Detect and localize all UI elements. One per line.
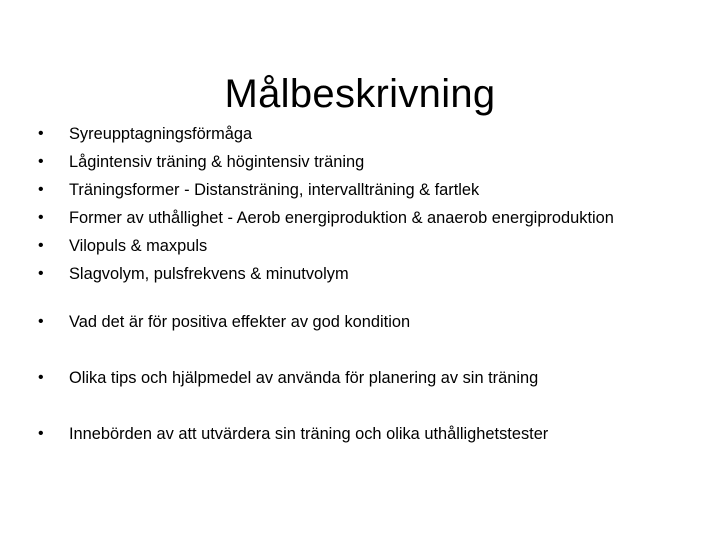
bullet-icon: • bbox=[38, 369, 44, 386]
bullet-text: Lågintensiv träning & högintensiv träning bbox=[69, 153, 365, 171]
bullet-text: Vad det är för positiva effekter av god kondition bbox=[69, 313, 411, 331]
bullet-item bbox=[38, 148, 678, 176]
bullet-icon: • bbox=[38, 265, 44, 282]
bullet-item bbox=[38, 232, 678, 260]
bullet-item bbox=[38, 364, 678, 392]
bullet-item bbox=[38, 120, 678, 148]
bullet-item bbox=[38, 204, 678, 232]
bullet-icon: • bbox=[38, 425, 44, 442]
bullet-item bbox=[38, 420, 678, 448]
bullet-text: Former av uthållighet - Aerob energiproduktion & anaerob energiproduktion bbox=[69, 209, 614, 227]
bullet-list bbox=[38, 120, 678, 448]
bullet-text: Innebörden av att utvärdera sin träning och olika uthållighetstester bbox=[69, 425, 549, 443]
bullet-icon: • bbox=[38, 181, 44, 198]
bullet-item bbox=[38, 176, 678, 204]
bullet-item bbox=[38, 260, 678, 288]
bullet-text: Olika tips och hjälpmedel av använda för planering av sin träning bbox=[69, 369, 539, 387]
slide-title: Målbeskrivning bbox=[224, 71, 496, 116]
bullet-text: Slagvolym, pulsfrekvens & minutvolym bbox=[69, 265, 349, 283]
bullet-icon: • bbox=[38, 153, 44, 170]
bullet-text: Träningsformer - Distansträning, intervallträning & fartlek bbox=[69, 181, 480, 199]
bullet-icon: • bbox=[38, 125, 44, 142]
bullet-text: Syreupptagningsförmåga bbox=[69, 125, 253, 143]
bullet-text: Vilopuls & maxpuls bbox=[69, 237, 208, 255]
bullet-icon: • bbox=[38, 313, 44, 330]
bullet-icon: • bbox=[38, 209, 44, 226]
bullet-icon: • bbox=[38, 237, 44, 254]
bullet-item bbox=[38, 308, 678, 336]
